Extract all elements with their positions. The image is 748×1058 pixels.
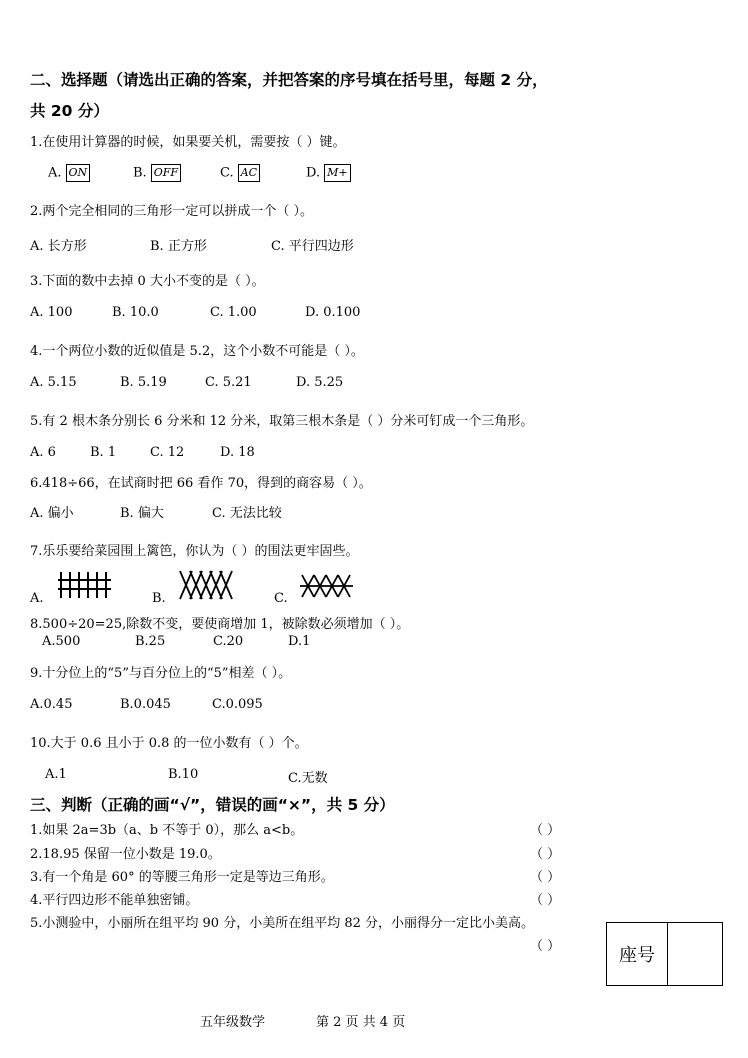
q5-option-c: C. 12 <box>150 445 185 460</box>
judge-5-answer: （ ） <box>530 939 561 954</box>
judge-1: 1.如果 2a=3b（a、b 不等于 0），那么 a<b。 <box>30 823 304 838</box>
q2-option-a: A. 长方形 <box>30 239 87 254</box>
q1-option-d: D. M+ <box>306 164 351 182</box>
judge-2-answer: （ ） <box>530 847 561 862</box>
q8-option-b: B.25 <box>135 634 166 649</box>
q10-option-b: B.10 <box>168 767 199 782</box>
judge-5: 5.小测验中，小丽所在组平均 90 分，小美所在组平均 82 分，小丽得分一定比小美高。 <box>30 916 535 931</box>
section2-title-line2: 共 20 分） <box>30 102 109 120</box>
q8-option-d: D.1 <box>288 634 311 649</box>
q1-option-a: A. ON <box>48 164 90 182</box>
calculator-key-on: ON <box>66 164 91 182</box>
calculator-key-ac: AC <box>238 164 260 182</box>
q1-option-b: B. OFF <box>133 164 181 182</box>
q6-option-a: A. 偏小 <box>30 506 74 521</box>
section2-title-line1: 二、选择题（请选出正确的答案，并把答案的序号填在括号里，每题 2 分， <box>30 71 548 89</box>
q8-option-a: A.500 <box>42 634 81 649</box>
q7-option-a-label: A. <box>30 591 44 606</box>
question-2: 2.两个完全相同的三角形一定可以拼成一个（ ）。 <box>30 204 314 219</box>
q10-option-c: C.无数 <box>288 771 328 786</box>
q2-option-c: C. 平行四边形 <box>271 239 354 254</box>
q7-option-b-label: B. <box>152 591 166 606</box>
judge-4: 4.平行四边形不能单独密铺。 <box>30 893 199 908</box>
question-7: 7.乐乐要给菜园围上篱笆，你认为（ ）的围法更牢固些。 <box>30 544 359 559</box>
q9-option-b: B.0.045 <box>120 697 171 712</box>
q2-option-b: B. 正方形 <box>150 239 207 254</box>
fence-crisscross-icon <box>178 569 234 601</box>
q7-option-c-label: C. <box>274 591 288 606</box>
section3-title: 三、判断（正确的画“√”，错误的画“×”，共 5 分） <box>30 796 395 814</box>
calculator-key-mplus: M+ <box>324 164 350 182</box>
q1-option-c: C. AC <box>220 164 260 182</box>
judge-4-answer: （ ） <box>530 893 561 908</box>
judge-2: 2.18.95 保留一位小数是 19.0。 <box>30 847 221 862</box>
q6-option-c: C. 无法比较 <box>212 506 282 521</box>
q4-option-c: C. 5.21 <box>205 375 252 390</box>
q3-option-b: B. 10.0 <box>112 305 159 320</box>
question-1: 1.在使用计算器的时候，如果要关机，需要按（ ）键。 <box>30 135 346 150</box>
q5-option-a: A. 6 <box>30 445 56 460</box>
calculator-key-off: OFF <box>151 164 181 182</box>
fence-vertical-icon <box>58 570 112 600</box>
judge-3: 3.有一个角是 60° 的等腰三角形一定是等边三角形。 <box>30 870 334 885</box>
footer-subject: 五年级数学 <box>200 1015 266 1030</box>
q9-option-c: C.0.095 <box>212 697 263 712</box>
q3-option-c: C. 1.00 <box>210 305 257 320</box>
q3-option-a: A. 100 <box>30 305 73 320</box>
judge-1-answer: （ ） <box>530 823 561 838</box>
seat-number-label: 座号 <box>607 923 668 985</box>
q5-option-d: D. 18 <box>220 445 255 460</box>
judge-3-answer: （ ） <box>530 870 561 885</box>
question-4: 4.一个两位小数的近似值是 5.2，这个小数不可能是（ ）。 <box>30 344 364 359</box>
fence-x-cross-icon <box>300 573 354 599</box>
question-9: 9.十分位上的“5”与百分位上的“5”相差（ ）。 <box>30 666 292 681</box>
q4-option-a: A. 5.15 <box>30 375 77 390</box>
q10-option-a: A.1 <box>45 767 67 782</box>
q5-option-b: B. 1 <box>90 445 117 460</box>
q6-option-b: B. 偏大 <box>120 506 164 521</box>
question-10: 10.大于 0.6 且小于 0.8 的一位小数有（ ）个。 <box>30 736 308 751</box>
q4-option-b: B. 5.19 <box>120 375 167 390</box>
question-8: 8.500÷20=25,除数不变，要使商增加 1，被除数必须增加（ ）。 <box>30 617 410 632</box>
seat-number-box <box>606 922 723 986</box>
q9-option-a: A.0.45 <box>30 697 73 712</box>
q3-option-d: D. 0.100 <box>305 305 361 320</box>
question-6: 6.418÷66，在试商时把 66 看作 70，得到的商容易（ ）。 <box>30 476 372 491</box>
question-3: 3.下面的数中去掉 0 大小不变的是（ ）。 <box>30 274 265 289</box>
q8-option-c: C.20 <box>213 634 244 649</box>
q4-option-d: D. 5.25 <box>296 375 344 390</box>
question-5: 5.有 2 根木条分别长 6 分米和 12 分米，取第三根木条是（ ）分米可钉成一个三角形。 <box>30 414 534 429</box>
footer-page-number: 第 2 页 共 4 页 <box>316 1015 406 1030</box>
